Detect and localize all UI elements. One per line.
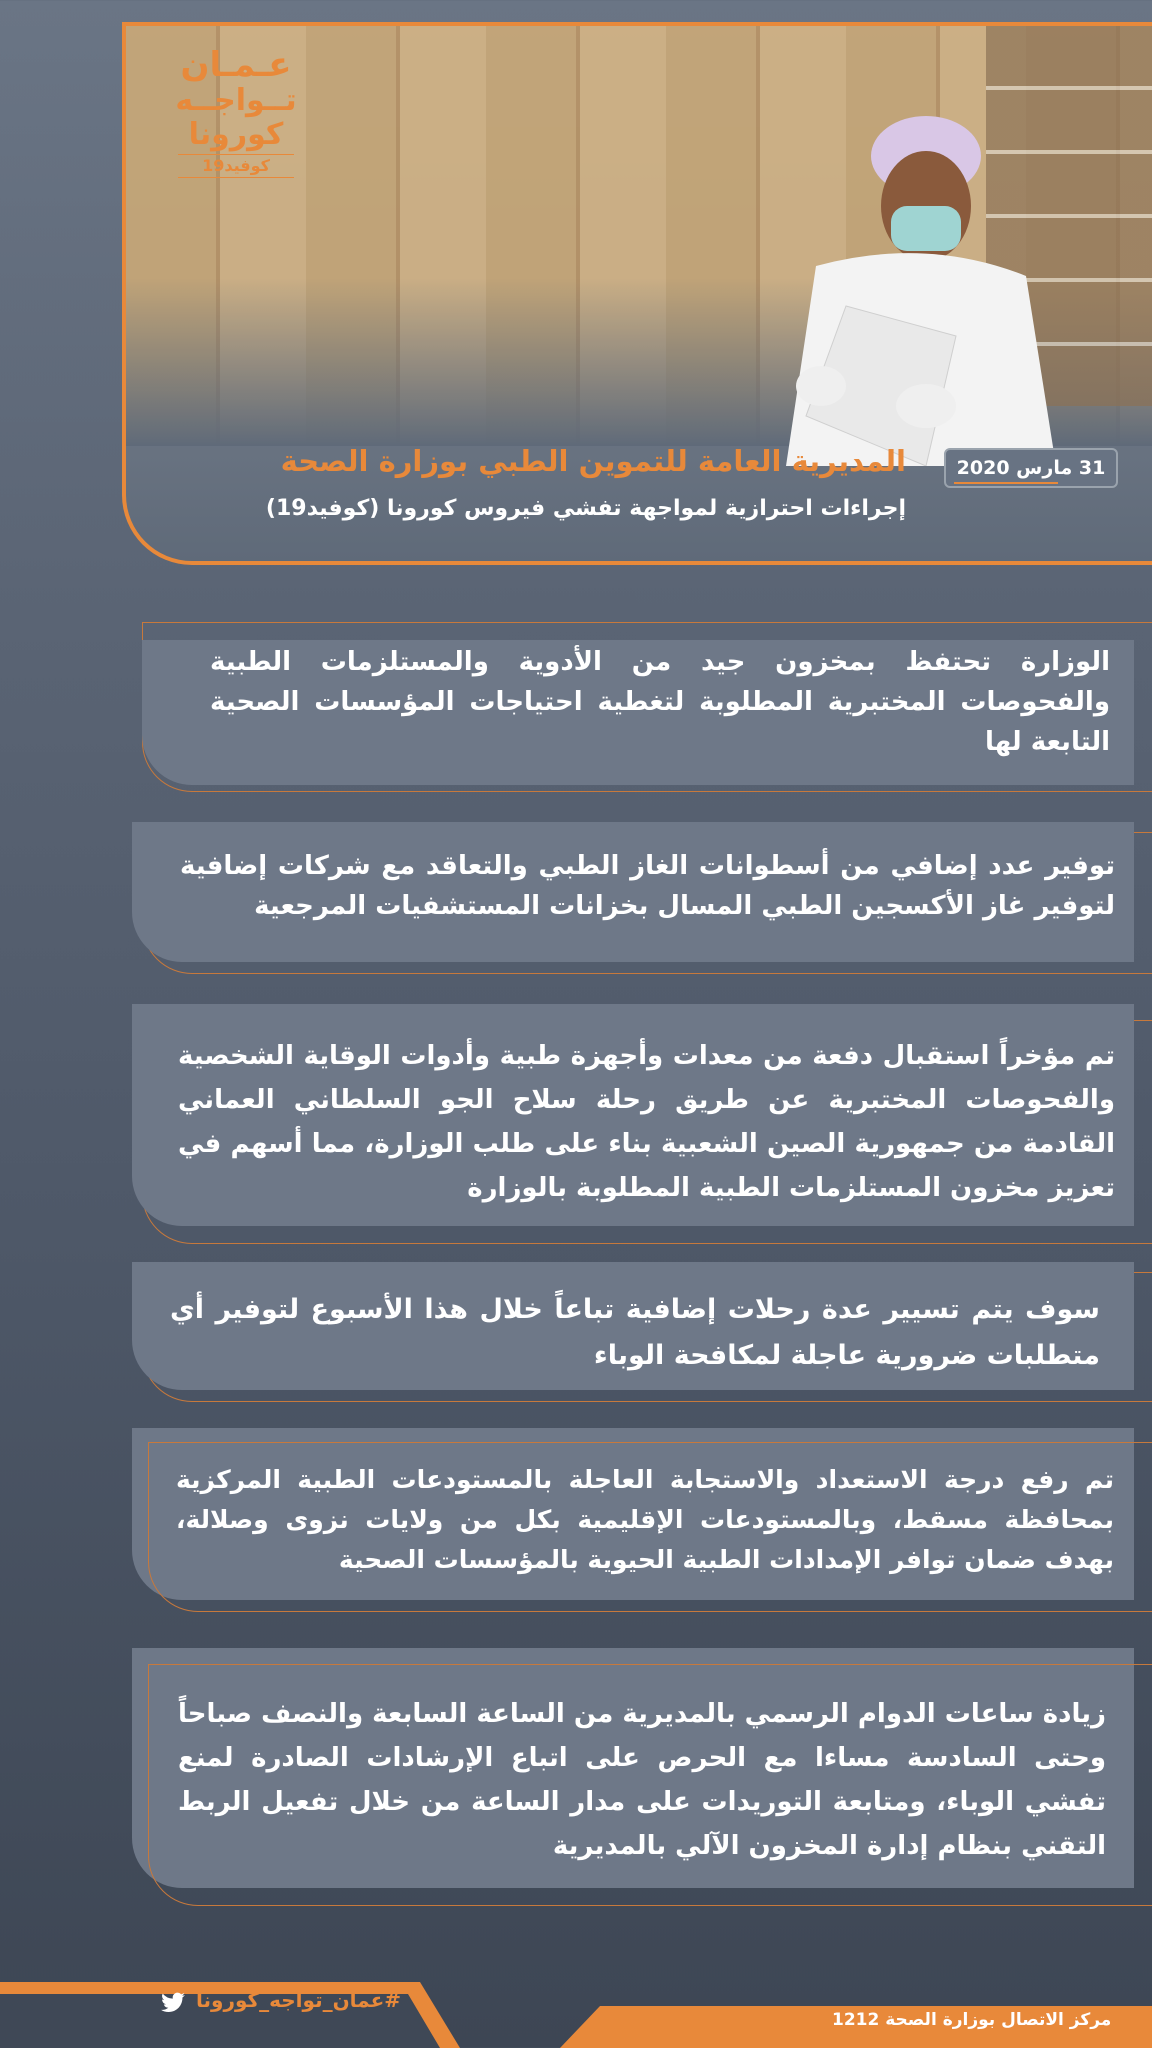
date-badge: [944, 448, 1118, 488]
oman-corona-logo: [166, 46, 306, 178]
hotline-text: مركز الاتصال بوزارة الصحة 1212: [832, 2010, 1112, 2030]
logo-line-4: كوفيد19: [178, 154, 294, 178]
card-text: تم رفع درجة الاستعداد والاستجابة العاجلة بالمستودعات الطبية المركزية بمحافظة مسقط، وبالمستودعات الإقليمية بكل من ولايات نزوى وصلالة، بهدف ضمان توافر الإمدادات الطبية الحيوية بالمؤسسات الصحية: [176, 1465, 1114, 1574]
date-underline: [954, 482, 1058, 484]
card-text: تم مؤخراً استقبال دفعة من معدات وأجهزة طبية وأدوات الوقاية الشخصية والفحوصات المختبرية عن طريق رحلة سلاح الجو السلطاني العماني القادمة من جمهورية الصين الشعبية بناء على طلب الوزارة، مما أسهم في تعزيز مخزون المستلزمات الطبية المطلوبة بالوزارة: [178, 1041, 1115, 1203]
hashtag-text[interactable]: #عمان_تواجه_كورونا: [196, 1988, 401, 2012]
date-text: 31 مارس 2020: [956, 457, 1106, 479]
logo-line-3: كورونا: [188, 117, 284, 152]
card-text: توفير عدد إضافي من أسطوانات الغاز الطبي والتعاقد مع شركات إضافية لتوفير غاز الأكسجين الطبي المسال بخزانات المستشفيات المرجعية: [180, 851, 1115, 921]
card-text: الوزارة تحتفظ بمخزون جيد من الأدوية والمستلزمات الطبية والفحوصات المختبرية المطلوبة لتغطية احتياجات المؤسسات الصحية التابعة لها: [210, 647, 1110, 757]
page-subtitle: إجراءات احترازية لمواجهة تفشي فيروس كورونا (كوفيد19): [265, 496, 906, 521]
card-text: سوف يتم تسيير عدة رحلات إضافية تباعاً خلال هذا الأسبوع لتوفير أي متطلبات ضرورية عاجلة لمكافحة الوباء: [170, 1294, 1100, 1371]
logo-line-1: عـمـان: [180, 45, 292, 85]
twitter-icon[interactable]: [160, 1990, 186, 2016]
header-banner: [122, 22, 1152, 565]
card-text: زيادة ساعات الدوام الرسمي بالمديرية من الساعة السابعة والنصف صباحاً وحتى السادسة مساءا مع الحرص على اتباع الإرشادات الصادرة لمنع تفشي الوباء، ومتابعة التوريدات على مدار الساعة من خلال تفعيل الربط التقني بنظام إدارة المخزون الآلي بالمديرية: [178, 1699, 1106, 1861]
page-title: المديرية العامة للتموين الطبي بوزارة الصحة: [280, 444, 906, 478]
logo-line-2: تــواجــه: [175, 83, 297, 118]
pharmacist-illustration: [726, 86, 1056, 466]
